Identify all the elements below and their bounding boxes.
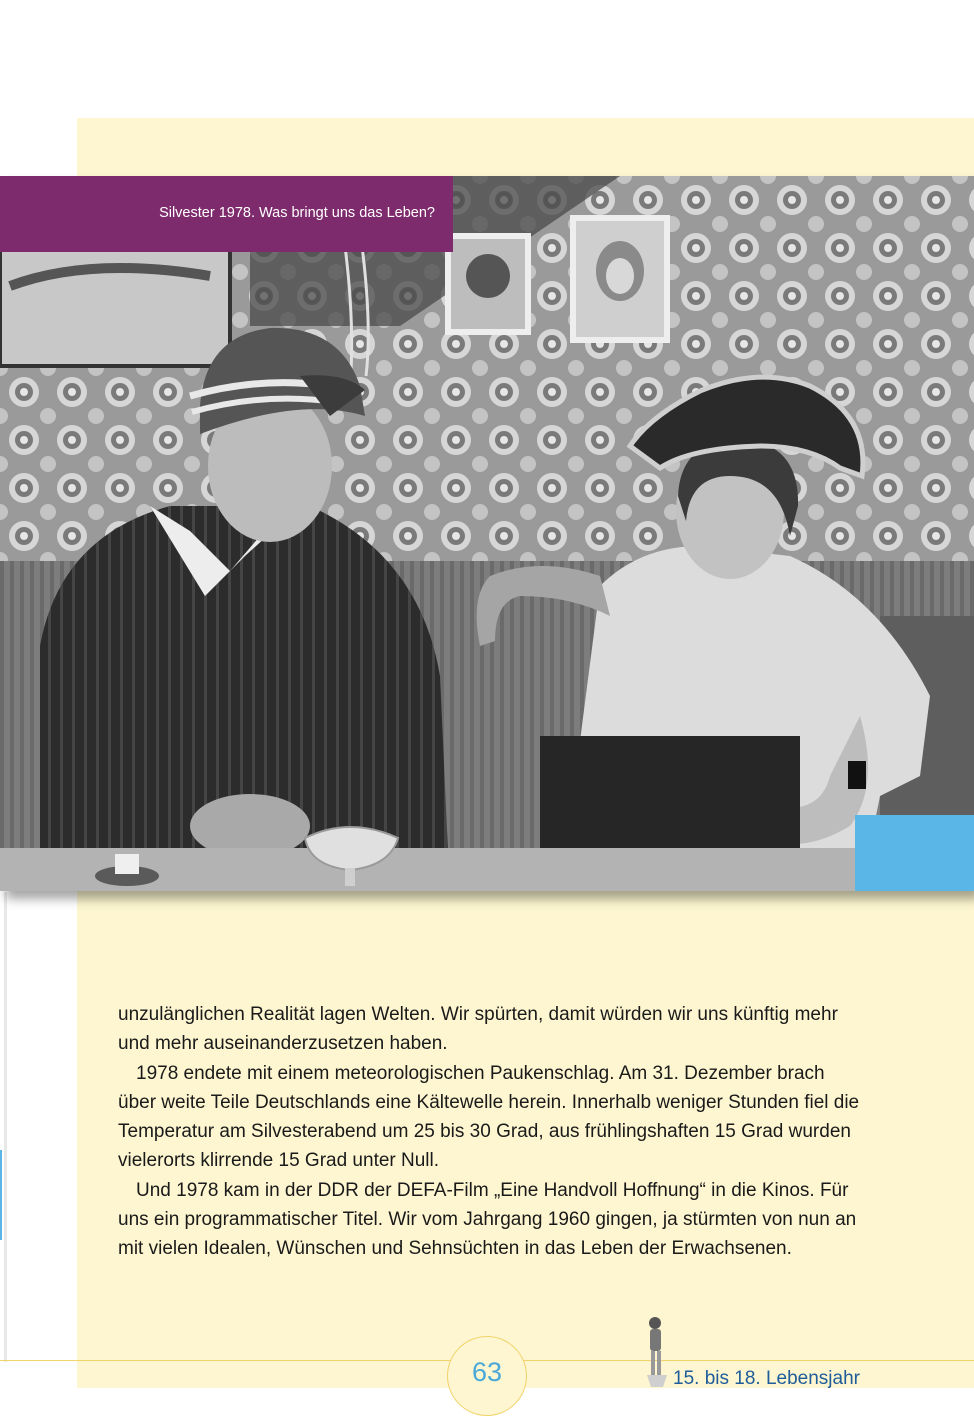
girl-figure-icon [641,1315,673,1396]
paragraph: Und 1978 kam in der DDR der DEFA-Film „Eine Handvoll Hoffnung“ in die Kinos. Für uns ein programmatischer Titel. Wir vom Jahrgang 1960 gingen, ja stürmten von nun an mit vielen Idealen, Wünschen und Sehnsüchten in das Leben der Erwachsenen. [118,1179,857,1260]
paragraph: 1978 endete mit einem meteorologischen Paukenschlag. Am 31. Dezember brach über weite Teile Deutschlands eine Kältewelle herein. Innerhalb weniger Stunden fiel die Temperatur am Silvesterabend um 25 bis 30 Grad, aus frühlingshaften 15 Grad wurden vielerorts klirrende 15 Grad unter Null. [118,1062,860,1172]
photo [0,176,974,891]
chapter-label: 15. bis 18. Lebensjahr [673,1368,860,1389]
page-edge-line [4,892,7,1362]
photo-caption: Silvester 1978. Was bringt uns das Leben? [159,205,435,221]
page-number: 63 [471,1357,503,1387]
accent-line [0,1150,2,1240]
photo-caption-band [0,176,453,252]
photo-image [0,176,974,891]
accent-square [855,815,974,891]
page-number-badge [447,1336,527,1416]
body-text [118,1000,863,1264]
paragraph: unzulänglichen Realität lagen Welten. Wir spürten, damit würden wir uns künftig mehr und mehr auseinanderzusetzen haben. [118,1004,838,1055]
